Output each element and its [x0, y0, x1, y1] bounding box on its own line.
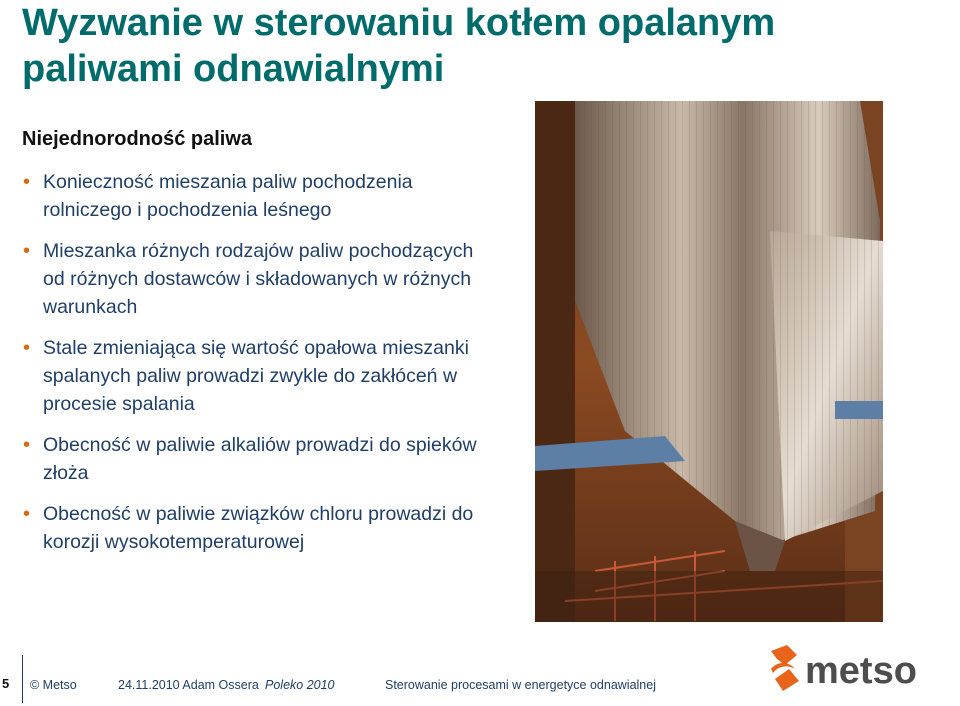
- logo-wordmark: metso: [805, 650, 917, 692]
- footer-event: Poleko 2010: [265, 678, 335, 692]
- bullet-list: [22, 168, 492, 569]
- bullet-item: [22, 168, 492, 224]
- bullet-text: Mieszanka różnych rodzajów paliw pochodzących od różnych dostawców i składowanych w różnych warunkach: [43, 240, 474, 318]
- bullet-dot-icon: •: [23, 240, 31, 262]
- bullet-text: Stale zmieniająca się wartość opałowa mieszanki spalanych paliw prowadzi zwykle do zakłóceń w procesie spalania: [43, 337, 469, 415]
- footer-divider: [22, 655, 23, 703]
- bullet-text: Obecność w paliwie alkaliów prowadzi do spieków złoża: [43, 434, 477, 484]
- bullet-item: [22, 334, 492, 418]
- footer-copyright: © Metso: [30, 678, 77, 692]
- bullet-item: [22, 431, 492, 487]
- metso-logo-icon: [767, 643, 947, 700]
- bullet-dot-icon: •: [23, 171, 31, 193]
- bullet-text: Obecność w paliwie związków chloru prowadzi do korozji wysokotemperaturowej: [43, 503, 474, 553]
- slide-subtitle: Niejednorodność paliwa: [22, 128, 253, 150]
- slide-title: Wyzwanie w sterowaniu kotłem opalanym paliwami odnawialnymi: [22, 2, 776, 90]
- bullet-item: [22, 500, 492, 556]
- bullet-dot-icon: •: [23, 503, 31, 525]
- bullet-text: Konieczność mieszania paliw pochodzenia rolniczego i pochodzenia leśnego: [43, 171, 413, 221]
- bullet-dot-icon: •: [23, 434, 31, 456]
- footer-date-author: 24.11.2010 Adam Ossera: [118, 678, 259, 692]
- boiler-photo: [535, 101, 883, 622]
- bullet-dot-icon: •: [23, 337, 31, 359]
- bullet-item: [22, 237, 492, 321]
- footer-topic: Sterowanie procesami w energetyce odnawialnej: [385, 678, 656, 692]
- page-number: 5: [2, 676, 10, 691]
